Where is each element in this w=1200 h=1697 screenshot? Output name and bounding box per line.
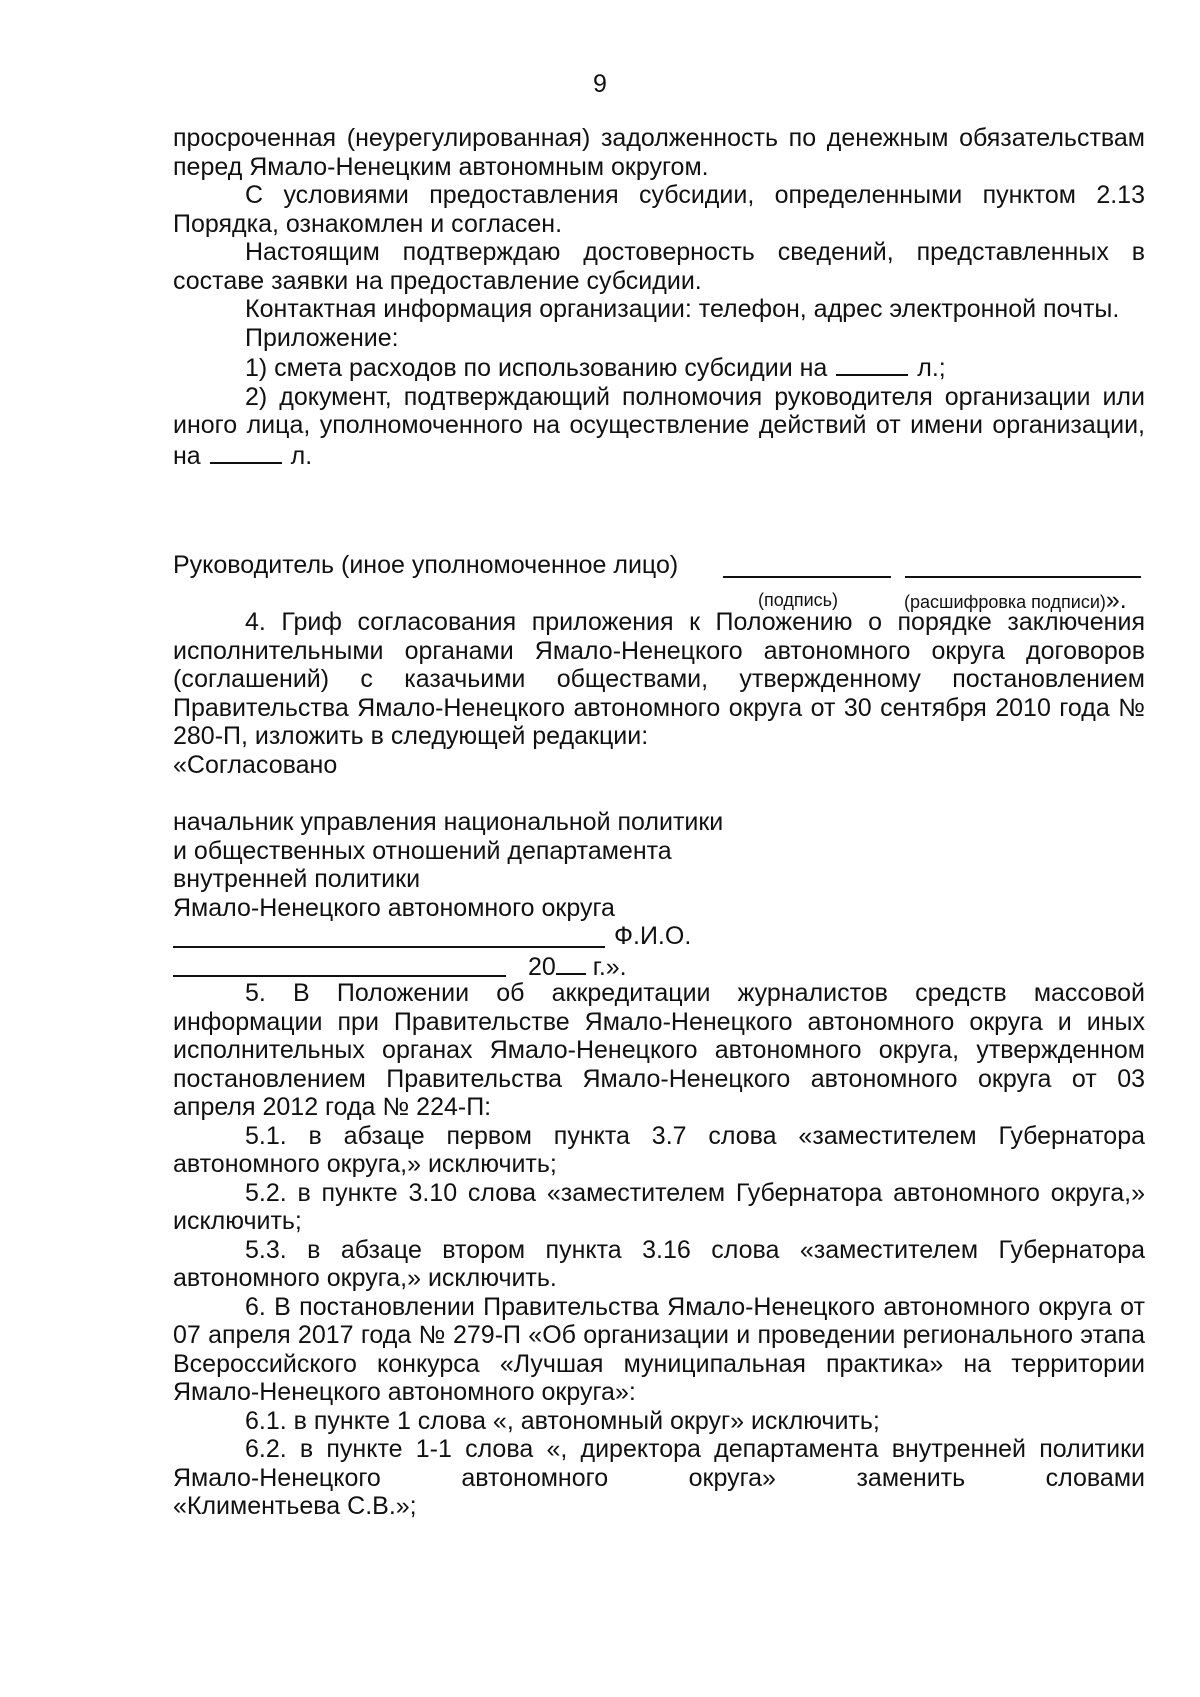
paragraph-attachment-heading: Приложение: — [245, 323, 399, 352]
paragraph-contacts: Контактная информация организации: телефон, адрес электронной почты. — [245, 295, 1120, 323]
paragraph-item-4: 4. Гриф согласования приложения к Положению о порядке заключения исполнительными органами Ямало-Ненецкого автономного округа договоров (соглашений) с казачьими обществами, утвержденному постановлением Правительства Ямало-Ненецкого автономного округа от 30 сентября 2010 года № 280-П, изложить в следующей редакции: — [173, 608, 1145, 750]
date-year-blank — [556, 951, 586, 975]
page-number: 9 — [593, 70, 607, 98]
paragraph-item-6-2-line-3: «Климентьева С.В.»; — [173, 1492, 417, 1520]
paragraph-item-5: 5. В Положении об аккредитации журналистов средств массовой информации при Правительстве Ямало-Ненецкого автономного округа и иных исполнительных органах Ямало-Ненецкого автономного округа, утвержденном постановлением Правительства Ямало-Ненецкого автономного округа от 03 апреля 2012 года № 224-П: — [173, 979, 1145, 1121]
document-body — [173, 124, 1145, 1521]
signature-blank — [723, 576, 891, 578]
attachment-1-text: 1) смета расходов по использованию субсидии на — [245, 354, 828, 382]
paragraph-item-5-2: 5.2. в пункте 3.10 слова «заместителем Губернатора автономного округа,» исключить; — [173, 1178, 1145, 1235]
date-suffix: г.». — [592, 952, 627, 981]
paragraph-attachment-2 — [173, 383, 1145, 471]
paragraph-confirm: Настоящим подтверждаю достоверность сведений, представленных в составе заявки на предоставление субсидии. — [173, 238, 1145, 295]
attachment-2-blank — [210, 440, 282, 464]
paragraph-item-6-1: 6.1. в пункте 1 слова «, автономный округ» исключить; — [245, 1406, 880, 1435]
signature-label: Руководитель (иное уполномоченное лицо) — [173, 551, 679, 579]
paragraph-item-5-3: 5.3. в абзаце втором пункта 3.16 слова «заместителем Губернатора автономного округа,» исключить. — [173, 1235, 1145, 1292]
signature-captions — [173, 580, 1145, 614]
date-year: 20 — [528, 952, 556, 981]
paragraph-attachment-1 — [173, 352, 1145, 383]
attachment-1-blank — [836, 352, 908, 376]
date-text — [528, 951, 627, 982]
head-title-line-1: начальник управления национальной политики — [173, 808, 724, 836]
attachment-2-text: 2) документ, подтверждающий полномочия руководителя организации или иного лица, уполномоченного на осуществление действий от имени организации, на — [173, 382, 1145, 470]
paragraph-item-6-2-line-2: Ямало-Ненецкого автономного округа» заменить словами — [173, 1463, 1145, 1492]
paragraph-item-6: 6. В постановлении Правительства Ямало-Ненецкого автономного округа от 07 апреля 2017 года № 279-П «Об организации и проведении регионального этапа Всероссийского конкурса «Лучшая муниципальная практика» на территории Ямало-Ненецкого автономного округа»: — [173, 1292, 1145, 1406]
signature-line — [173, 551, 1145, 580]
caption-decoding — [904, 586, 1127, 617]
paragraph-debt: просроченная (неурегулированная) задолженность по денежным обязательствам перед Ямало-Ненецким автономным округом. — [173, 124, 1145, 181]
date-line — [173, 951, 1145, 980]
paragraph-conditions: С условиями предоставления субсидии, определенными пунктом 2.13 Порядка, ознакомлен и согласен. — [173, 181, 1145, 238]
fio-line — [173, 922, 1145, 951]
caption-signature: (подпись) — [758, 589, 839, 610]
fio-label: Ф.И.О. — [614, 922, 692, 950]
fio-blank — [173, 946, 605, 948]
caption-close-quote: ». — [1105, 585, 1127, 614]
paragraph-item-5-1: 5.1. в абзаце первом пункта 3.7 слова «заместителем Губернатора автономного округа,» исключить; — [173, 1121, 1145, 1178]
date-blank-long — [173, 975, 506, 977]
head-title-line-2: и общественных отношений департамента — [173, 836, 672, 865]
caption-decoding-text: (расшифровка подписи) — [904, 591, 1106, 612]
head-title-line-4: Ямало-Ненецкого автономного округа — [173, 893, 615, 922]
attachment-2-suffix: л. — [290, 441, 313, 470]
signature-decoding-blank — [905, 576, 1141, 578]
agreed-label: «Согласовано — [173, 750, 338, 779]
paragraph-item-6-2-line-1: 6.2. в пункте 1-1 слова «, директора департамента внутренней политики — [245, 1435, 1145, 1463]
head-title-line-3: внутренней политики — [173, 865, 421, 893]
attachment-1-suffix: л.; — [917, 354, 946, 382]
